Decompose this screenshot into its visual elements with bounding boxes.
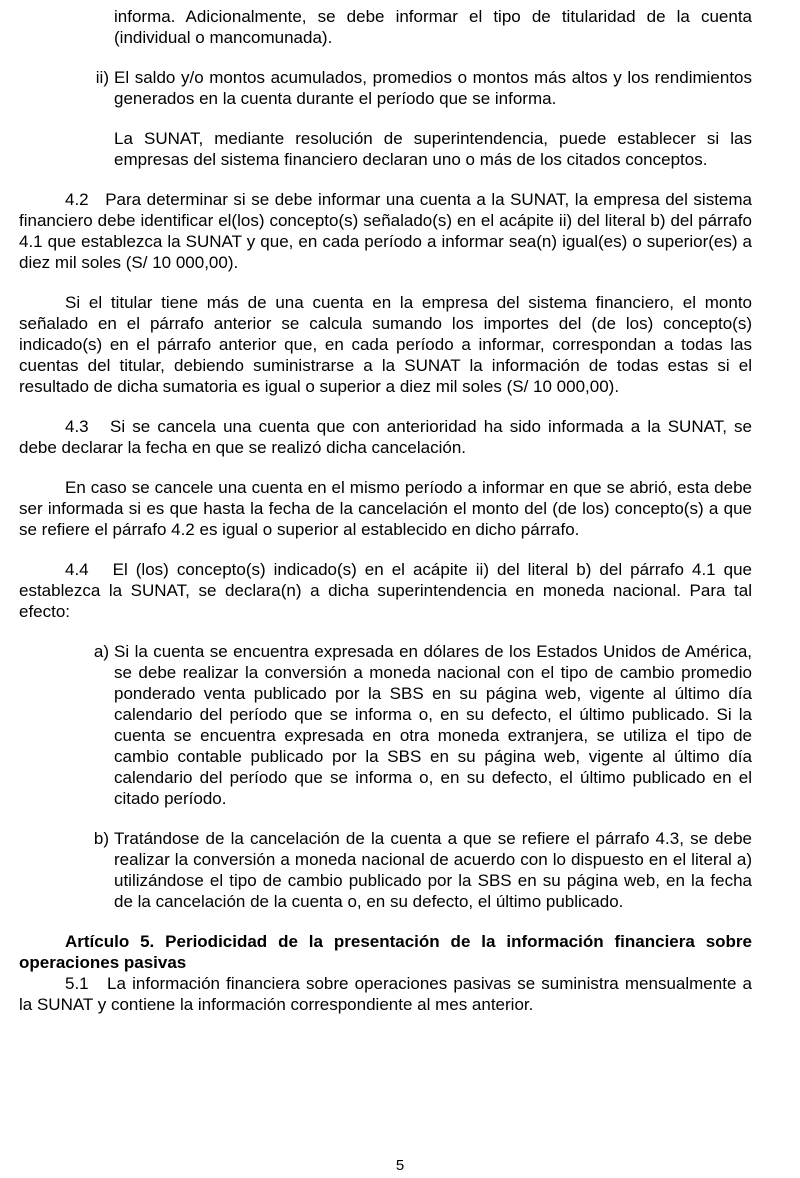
list-item-text: Si la cuenta se encuentra expresada en dólares de los Estados Unidos de América, se debe realizar la conversión a moneda nacional con el tipo de cambio promedio ponderado venta publicado por la SBS en su página web, vigente al último día calendario del período que se informa o, en su defecto, el último publicado. Si la cuenta se encuentra expresada en otra moneda extranjera, se utiliza el tipo de cambio contable publicado por la SBS en su página web, vigente al último día calendario del período que se informa o, en su defecto, el último publicado en el citado período. — [114, 642, 752, 808]
document-page — [19, 6, 752, 1015]
paragraph-4-2-continued: Si el titular tiene más de una cuenta en la empresa del sistema financiero, el monto señalado en el párrafo anterior se calcula sumando los importes del (de los) concepto(s) indicado(s) en el párrafo anterior que, en cada período a informar, correspondan a todas las cuentas del titular, debiendo suministrarse a la SUNAT la información de todas estas si el resultado de dicha sumatoria es igual o superior a diez mil soles (S/ 10 000,00). — [19, 293, 752, 396]
list-marker: a) — [93, 642, 109, 661]
paragraph-4-3-continued: En caso se cancele una cuenta en el mismo período a informar en que se abrió, esta debe ser informada si es que hasta la fecha de la cancelación el monto del (de los) concepto(s) a que se refiere el párrafo 4.2 es igual o superior al establecido en dicho párrafo. — [19, 478, 752, 539]
list-item-text: El saldo y/o montos acumulados, promedios o montos más altos y los rendimientos generados en la cuenta durante el período que se informa. — [114, 68, 752, 108]
article-5-heading: Artículo 5. Periodicidad de la presentación de la información financiera sobre operaciones pasivas — [19, 932, 752, 972]
list-item-a — [68, 641, 752, 809]
continued-paragraph: informa. Adicionalmente, se debe informar el tipo de titularidad de la cuenta (individual o mancomunada). — [114, 7, 752, 47]
sunat-note-paragraph: La SUNAT, mediante resolución de superintendencia, puede establecer si las empresas del sistema financiero declaran uno o más de los citados conceptos. — [114, 129, 752, 169]
paragraph-4-2: 4.2 Para determinar si se debe informar una cuenta a la SUNAT, la empresa del sistema financiero debe identificar el(los) concepto(s) señalado(s) en el acápite ii) del literal b) del párrafo 4.1 que establezca la SUNAT y que, en cada período a informar sea(n) igual(es) o superior(es) a diez mil soles (S/ 10 000,00). — [19, 190, 752, 272]
list-item-b — [68, 828, 752, 912]
paragraph-4-4: 4.4 El (los) concepto(s) indicado(s) en el acápite ii) del literal b) del párrafo 4.1 que establezca la SUNAT, se declara(n) a dicha superintendencia en moneda nacional. Para tal efecto: — [19, 560, 752, 621]
page-number: 5 — [395, 1157, 405, 1174]
paragraph-5-1: 5.1 La información financiera sobre operaciones pasivas se suministra mensualmente a la SUNAT y contiene la información correspondiente al mes anterior. — [19, 974, 752, 1014]
list-marker: b) — [93, 829, 109, 848]
list-marker: ii) — [95, 68, 109, 87]
list-item-text: Tratándose de la cancelación de la cuenta a que se refiere el párrafo 4.3, se debe realizar la conversión a moneda nacional de acuerdo con lo dispuesto en el literal a) utilizándose el tipo de cambio publicado por la SBS en su página web, en la fecha de la cancelación de la cuenta o, en su defecto, el último publicado. — [114, 829, 752, 911]
list-item-ii — [68, 67, 752, 109]
paragraph-4-3: 4.3 Si se cancela una cuenta que con anterioridad ha sido informada a la SUNAT, se debe declarar la fecha en que se realizó dicha cancelación. — [19, 417, 752, 457]
